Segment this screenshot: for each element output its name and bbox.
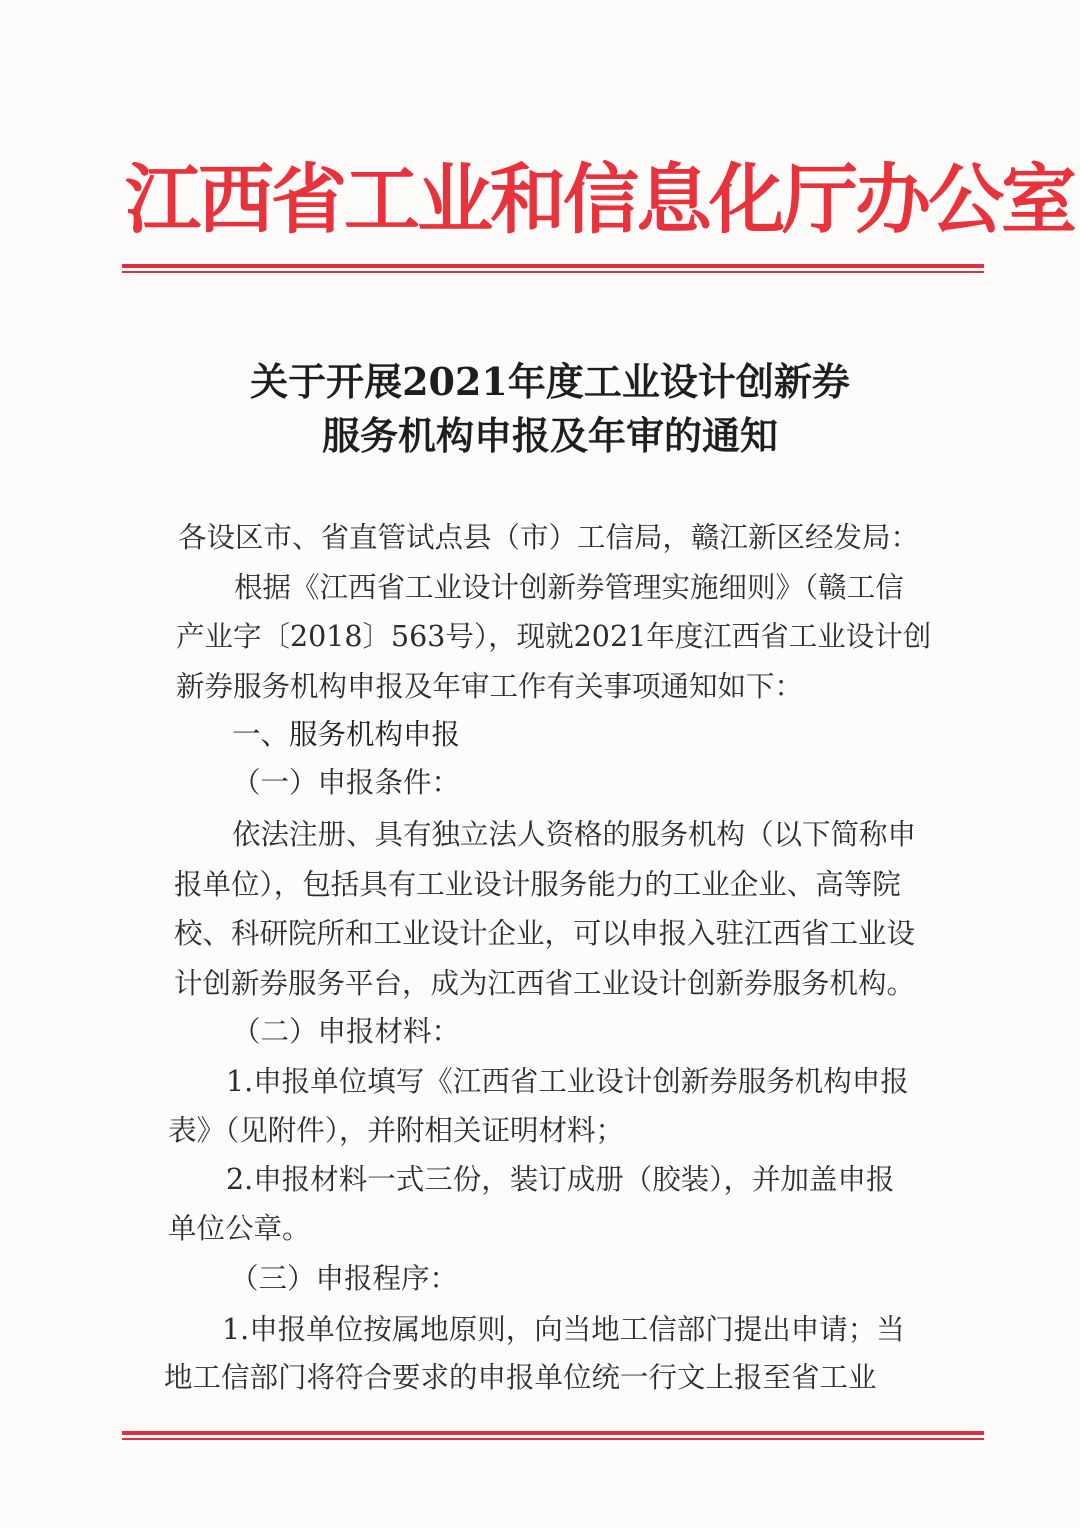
subsection-1-heading: （一）申报条件： (232, 766, 461, 799)
sub2-line-4: 单位公章。 (168, 1212, 311, 1245)
document-title-line-1: 关于开展2021年度工业设计创新券 (250, 359, 850, 404)
sub1-line-4: 计创新券服务平台，成为江西省工业设计创新券服务机构。 (174, 967, 916, 1000)
sub2-line-1: 1.申报单位填写《江西省工业设计创新券服务机构申报 (226, 1065, 909, 1098)
intro-line-1: 根据《江西省工业设计创新券管理实施细则》（赣工信 (234, 571, 904, 604)
intro-line-3: 新券服务机构申报及年审工作有关事项通知如下： (176, 670, 804, 703)
letterhead-org-name: 江西省工业和信息化厅办公室 (125, 155, 1074, 244)
salutation: 各设区市、省直管试点县（市）工信局，赣江新区经发局： (178, 521, 920, 554)
sub1-line-1: 依法注册、具有独立法人资格的服务机构（以下简称申 (232, 818, 917, 851)
subsection-3-heading: （三）申报程序： (230, 1262, 459, 1295)
sub3-line-1: 1.申报单位按属地原则，向当地工信部门提出申请；当 (222, 1313, 905, 1346)
subsection-2-heading: （二）申报材料： (232, 1015, 461, 1048)
section-1-heading: 一、服务机构申报 (232, 718, 461, 751)
footer-rule (122, 1431, 984, 1440)
sub2-line-2: 表》（见附件），并附相关证明材料； (168, 1114, 625, 1147)
sub1-line-3: 校、科研院所和工业设计企业，可以申报入驻江西省工业设 (174, 917, 916, 950)
sub1-line-2: 报单位），包括具有工业设计服务能力的工业企业、高等院 (174, 868, 901, 901)
sub3-line-2: 地工信部门将符合要求的申报单位统一行文上报至省工业 (164, 1361, 877, 1394)
letterhead-top-rule (122, 264, 984, 273)
document-title-line-2: 服务机构申报及年审的通知 (321, 413, 778, 458)
sub2-line-3: 2.申报材料一式三份，装订成册（胶装），并加盖申报 (226, 1163, 895, 1196)
intro-line-2: 产业字〔2018〕563号），现就2021年度江西省工业设计创 (176, 620, 932, 653)
